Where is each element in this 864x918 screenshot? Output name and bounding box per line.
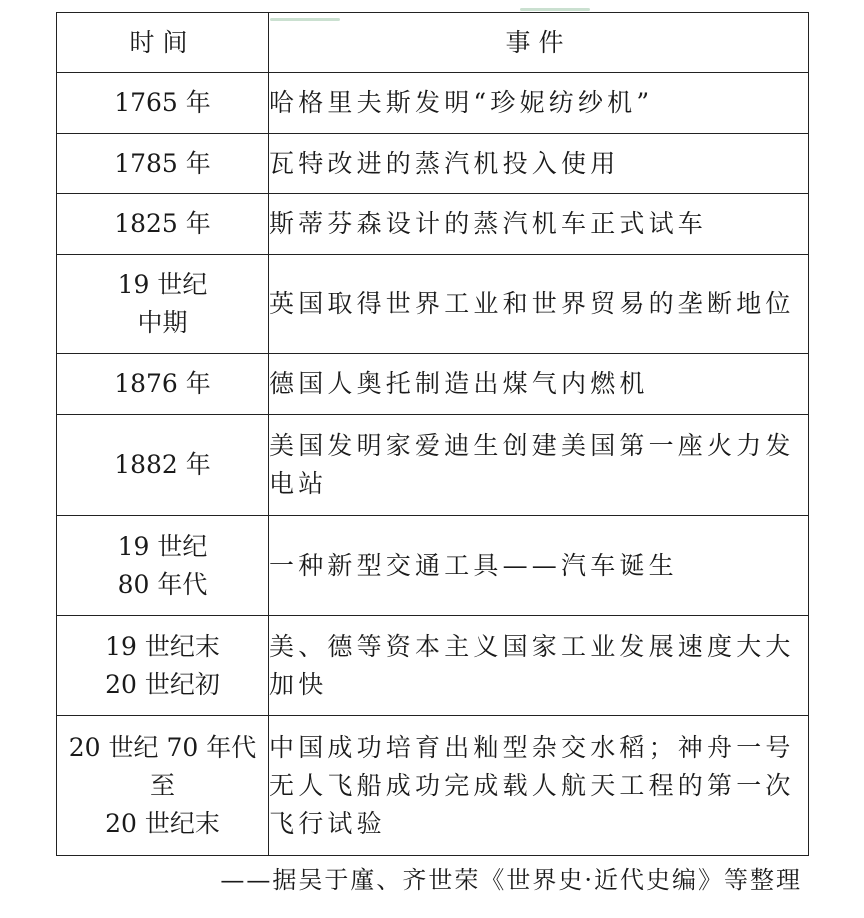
event-cell: 美、德等资本主义国家工业发展速度大大加快 — [269, 616, 809, 716]
event-cell: 英国取得世界工业和世界贸易的垄断地位 — [269, 255, 809, 354]
table-row — [57, 415, 809, 516]
table-row — [57, 516, 809, 616]
event-cell: 美国发明家爱迪生创建美国第一座火力发电站 — [269, 415, 809, 516]
time-cell: 1785 年 — [57, 134, 269, 194]
table-row — [57, 255, 809, 354]
event-cell: 斯蒂芬森设计的蒸汽机车正式试车 — [269, 194, 809, 255]
time-cell: 1882 年 — [57, 415, 269, 516]
table-row — [57, 194, 809, 255]
source-citation: ——据吴于廑、齐世荣《世界史·近代史编》等整理 — [220, 866, 802, 894]
time-column-header: 时间 — [57, 13, 269, 73]
time-cell: 19 世纪末 20 世纪初 — [57, 616, 269, 716]
time-cell: 1825 年 — [57, 194, 269, 255]
time-cell: 19 世纪 中期 — [57, 255, 269, 354]
scan-smudge — [520, 8, 590, 11]
event-cell: 瓦特改进的蒸汽机投入使用 — [269, 134, 809, 194]
event-cell: 一种新型交通工具——汽车诞生 — [269, 516, 809, 616]
table-row — [57, 616, 809, 716]
table-row — [57, 354, 809, 415]
time-cell: 20 世纪 70 年代 至 20 世纪末 — [57, 716, 269, 856]
event-column-header: 事件 — [269, 13, 809, 73]
time-cell: 19 世纪 80 年代 — [57, 516, 269, 616]
history-timeline-table — [56, 12, 809, 856]
time-cell: 1876 年 — [57, 354, 269, 415]
table-row — [57, 134, 809, 194]
table-row — [57, 73, 809, 134]
event-cell: 德国人奥托制造出煤气内燃机 — [269, 354, 809, 415]
table-header-row — [57, 13, 809, 73]
event-cell: 哈格里夫斯发明“珍妮纺纱机” — [269, 73, 809, 134]
time-cell: 1765 年 — [57, 73, 269, 134]
event-cell: 中国成功培育出籼型杂交水稻；神舟一号无人飞船成功完成载人航天工程的第一次飞行试验 — [269, 716, 809, 856]
table-row — [57, 716, 809, 856]
